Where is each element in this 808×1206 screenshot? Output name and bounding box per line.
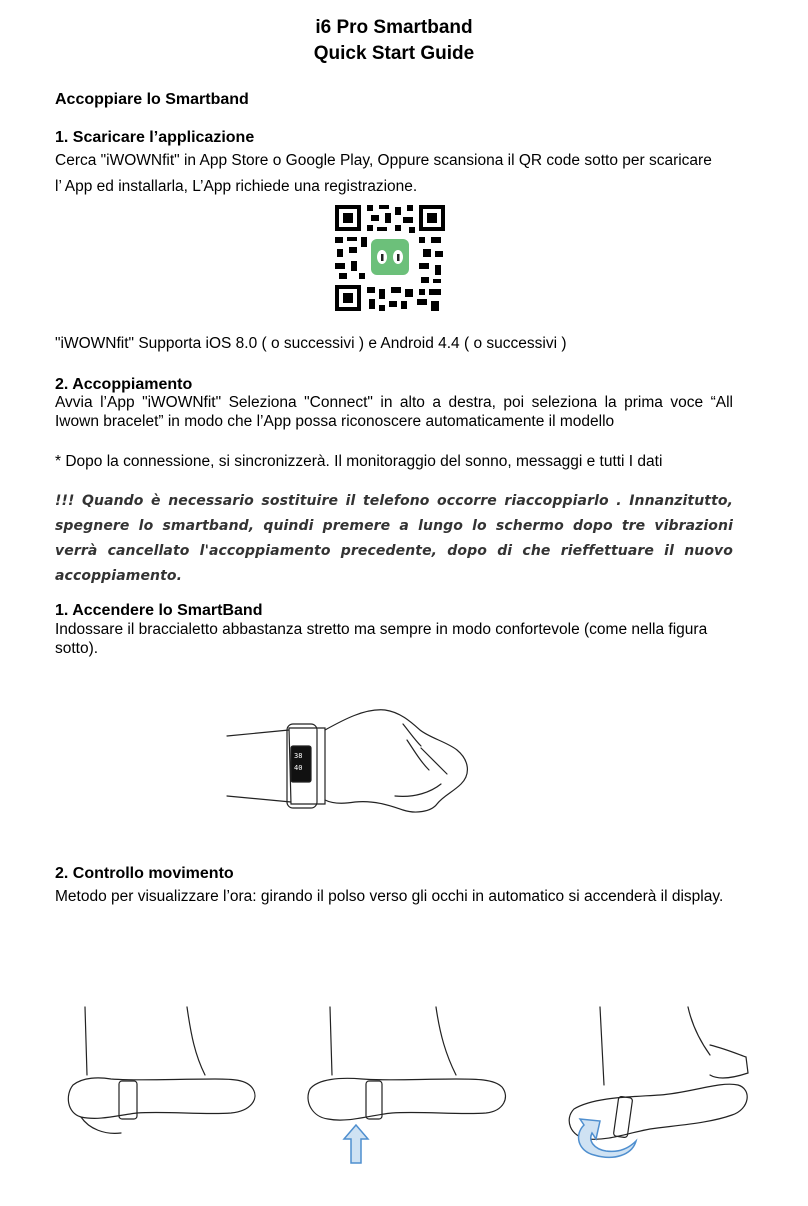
step-pairing-heading: 2. Accoppiamento bbox=[55, 376, 193, 393]
sync-note: * Dopo la connessione, si sincronizzerà. Il monitoraggio del sonno, messaggi e tutti I dati bbox=[55, 453, 663, 470]
step-pairing-text: Avvia l’App "iWOWNfit" Seleziona "Connect" in alto a destra, poi seleziona la prima voce “All Iwown bracelet” in modo che l’App possa riconoscere automaticamente il modello bbox=[55, 394, 733, 430]
arm-motion-illustration-3 bbox=[560, 1005, 760, 1180]
document-subtitle: Quick Start Guide bbox=[313, 43, 475, 64]
step-motion-heading: 2. Controllo movimento bbox=[55, 865, 234, 882]
step-power-on-text: Indossare il braccialetto abbastanza stretto ma sempre in modo confortevole (come nella figura sotto). bbox=[55, 621, 708, 657]
arm-motion-illustration-1 bbox=[55, 1005, 260, 1180]
svg-text:40: 40 bbox=[294, 764, 303, 772]
app-support-text: "iWOWNfit" Supporta iOS 8.0 ( o successivi ) e Android 4.4 ( o successivi ) bbox=[55, 335, 567, 352]
step-download-text-line2: l’ App ed installarla, L’App richiede una registrazione. bbox=[55, 178, 418, 195]
step-power-on-heading: 1. Accendere lo SmartBand bbox=[55, 602, 263, 619]
wrist-band-illustration bbox=[225, 700, 475, 820]
arm-motion-illustration-2 bbox=[300, 1005, 510, 1180]
step-download-text-line1: Cerca "iWOWNfit" in App Store o Google Play, Oppure scansiona il QR code sotto per scaricare bbox=[55, 152, 712, 169]
re-pairing-warning: !!! Quando è necessario sostituire il telefono occorre riaccoppiarlo . Innanzitutto, spegnere lo smartband, quindi premere a lungo lo schermo dopo tre vibrazioni verrà cancellato l'accoppiamento precedente, dopo di che rieffettuare il nuovo accoppiamento. bbox=[55, 493, 733, 584]
step-download-heading: 1. Scaricare l’applicazione bbox=[55, 129, 255, 146]
qr-code-image bbox=[333, 203, 447, 313]
step-motion-text: Metodo per visualizzare l’ora: girando il polso verso gli occhi in automatico si accenderà il display. bbox=[55, 888, 724, 905]
document-title: i6 Pro Smartband bbox=[315, 17, 473, 38]
svg-text:38: 38 bbox=[294, 752, 303, 760]
section-heading-pairing: Accoppiare lo Smartband bbox=[55, 91, 249, 108]
